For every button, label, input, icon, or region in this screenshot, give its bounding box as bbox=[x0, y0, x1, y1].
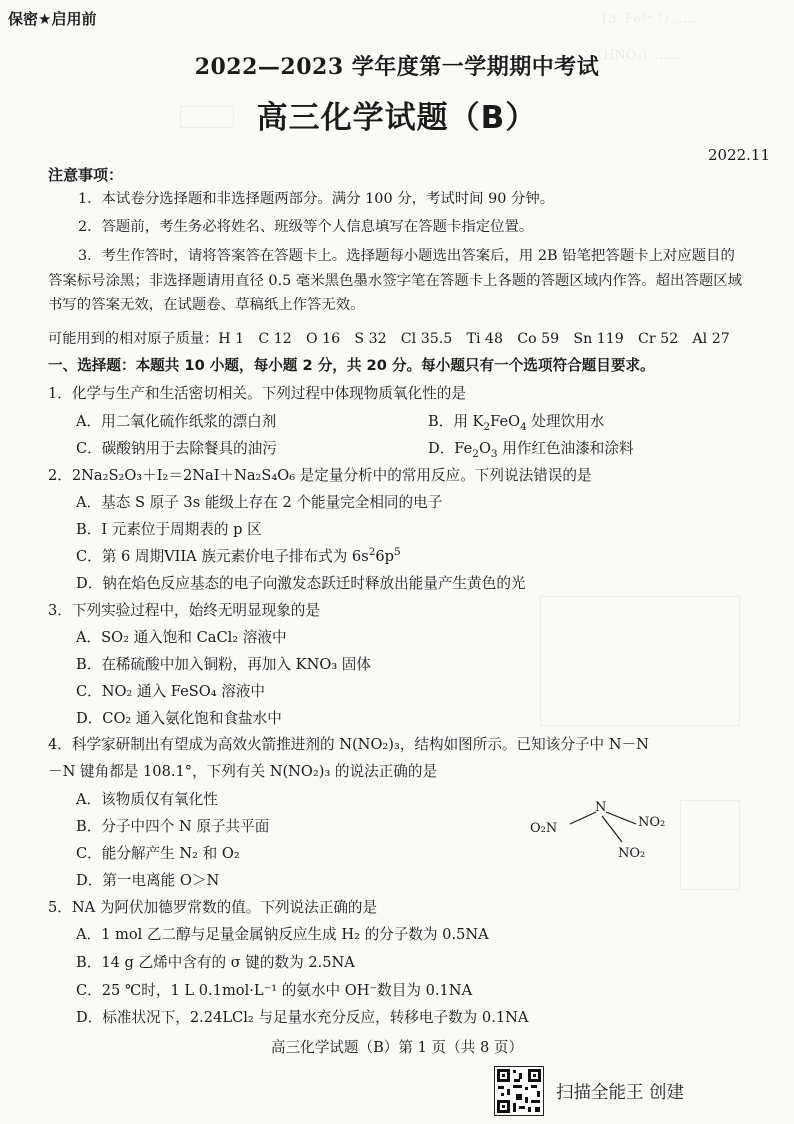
question-2-stem: 2．2Na₂S₂O₃＋I₂＝2NaI＋Na₂S₄O₆ 是定量分析中的常用反应。下列说法错误的是 bbox=[48, 467, 592, 484]
structure-right-no2: NO₂ bbox=[638, 815, 666, 830]
question-1-option-a: A．用二氧化硫作纸浆的漂白剂 bbox=[76, 413, 277, 430]
qr-code-icon bbox=[494, 1066, 544, 1116]
structure-bottom-no2: NO₂ bbox=[618, 846, 646, 861]
scanner-watermark bbox=[494, 1066, 684, 1116]
question-2-option-a: A．基态 S 原子 3s 能级上存在 2 个能量完全相同的电子 bbox=[76, 494, 443, 511]
question-3-option-b: B．在稀硫酸中加入铜粉，再加入 KNO₃ 固体 bbox=[76, 656, 371, 673]
question-4-option-d: D．第一电离能 O＞N bbox=[76, 872, 220, 889]
notice-item-2: 2．答题前，考生务必将姓名、班级等个人信息填写在答题卡指定位置。 bbox=[78, 219, 534, 235]
subscript: 3 bbox=[490, 447, 498, 460]
question-5-option-c: C．25 ℃时，1 L 0.1mol·L⁻¹ 的氨水中 OH⁻数目为 0.1NA bbox=[76, 982, 473, 999]
question-3-option-d: D．CO₂ 通入氨化饱和食盐水中 bbox=[76, 710, 282, 727]
superscript: 5 bbox=[394, 546, 401, 559]
option-text: FeO bbox=[490, 413, 521, 430]
option-text: 6p bbox=[375, 548, 395, 565]
question-1-option-d bbox=[428, 437, 634, 460]
section-1-heading: 一、选择题：本题共 10 小题，每小题 2 分，共 20 分。每小题只有一个选项符合题目要求。 bbox=[48, 357, 655, 374]
notice-item-1: 1．本试卷分选择题和非选择题两部分。满分 100 分，考试时间 90 分钟。 bbox=[78, 191, 555, 207]
paper-title: 高三化学试题（B） bbox=[256, 100, 538, 136]
question-1-option-b bbox=[428, 410, 604, 433]
question-1-stem: 1．化学与生产和生活密切相关。下列过程中体现物质氧化性的是 bbox=[48, 385, 466, 402]
superscript: 2 bbox=[368, 546, 376, 559]
option-text: D．Fe bbox=[428, 440, 473, 457]
option-text: C．第 6 周期VIIA 族元素价电子排布式为 6s bbox=[76, 548, 369, 565]
page-footer: 高三化学试题（B）第 1 页（共 8 页） bbox=[270, 1039, 524, 1056]
question-2-option-d: D．钠在焰色反应基态的电子向激发态跃迁时释放出能量产生黄色的光 bbox=[76, 575, 526, 592]
question-4-stem-line-2: －N 键角都是 108.1°，下列有关 N(NO₂)₃ 的说法正确的是 bbox=[48, 763, 438, 780]
option-text: B．用 K bbox=[428, 413, 484, 430]
notice-item-3: 3．考生作答时，请将答案答在答题卡上。选择题每小题选出答案后，用 2B 铅笔把答题卡上对应题目的答案标号涂黑；非选择题请用直径 0.5 毫米黑色墨水签字笔在答题卡上各题的答题区域内作答。超出答题区域书写的答案无效，在试题卷、草稿纸上作答无效。 bbox=[48, 248, 743, 313]
atomic-masses: 可能用到的相对原子质量：H 1 C 12 O 16 S 32 Cl 35.5 Ti 48 Co 59 Sn 119 Cr 52 Al 27 bbox=[48, 331, 730, 347]
exam-date: 2022.11 bbox=[707, 146, 770, 164]
option-text: 处理饮用水 bbox=[526, 413, 605, 430]
question-2-option-c bbox=[76, 545, 401, 566]
watermark-text: 扫描全能王 创建 bbox=[556, 1082, 685, 1103]
question-1-option-c: C．碳酸钠用于去除餐具的油污 bbox=[76, 440, 277, 457]
subscript: 4 bbox=[520, 420, 527, 433]
question-4-option-c: C．能分解产生 N₂ 和 O₂ bbox=[76, 845, 240, 862]
question-4-stem-line-1: 4．科学家研制出有望成为高效火箭推进剂的 N(NO₂)₃，结构如图所示。已知该分子中 N－N bbox=[48, 736, 649, 753]
question-5-option-b: B．14 g 乙烯中含有的 σ 键的数为 2.5NA bbox=[76, 954, 355, 971]
option-text: O bbox=[478, 440, 491, 457]
question-3-option-c: C．NO₂ 通入 FeSO₄ 溶液中 bbox=[76, 683, 266, 700]
question-3-stem: 3．下列实验过程中，始终无明显现象的是 bbox=[48, 602, 320, 619]
question-3-option-a: A．SO₂ 通入饱和 CaCl₂ 溶液中 bbox=[76, 629, 287, 646]
structure-center-n: N bbox=[595, 800, 607, 815]
question-5-option-a: A．1 mol 乙二醇与足量金属钠反应生成 H₂ 的分子数为 0.5NA bbox=[76, 926, 489, 943]
question-2-option-b: B．I 元素位于周期表的 p 区 bbox=[76, 521, 262, 538]
exam-term-title: 2022—2023 学年度第一学期期中考试 bbox=[194, 54, 600, 80]
subscript: 2 bbox=[472, 447, 479, 460]
notice-heading: 注意事项： bbox=[48, 166, 124, 184]
question-5-stem: 5．NA 为阿伏加德罗常数的值。下列说法正确的是 bbox=[48, 899, 378, 916]
question-4-option-b: B．分子中四个 N 原子共平面 bbox=[76, 818, 270, 835]
question-5-option-d: D．标准状况下，2.24LCl₂ 与足量水充分反应，转移电子数为 0.1NA bbox=[76, 1009, 529, 1026]
question-4-option-a: A．该物质仅有氧化性 bbox=[76, 791, 218, 808]
confidential-mark: 保密★启用前 bbox=[8, 10, 97, 28]
option-text: 用作红色油漆和涂料 bbox=[497, 440, 634, 457]
subscript: 2 bbox=[483, 420, 491, 433]
structure-left-no2: O₂N bbox=[530, 821, 558, 836]
structure-bonds bbox=[548, 800, 668, 870]
